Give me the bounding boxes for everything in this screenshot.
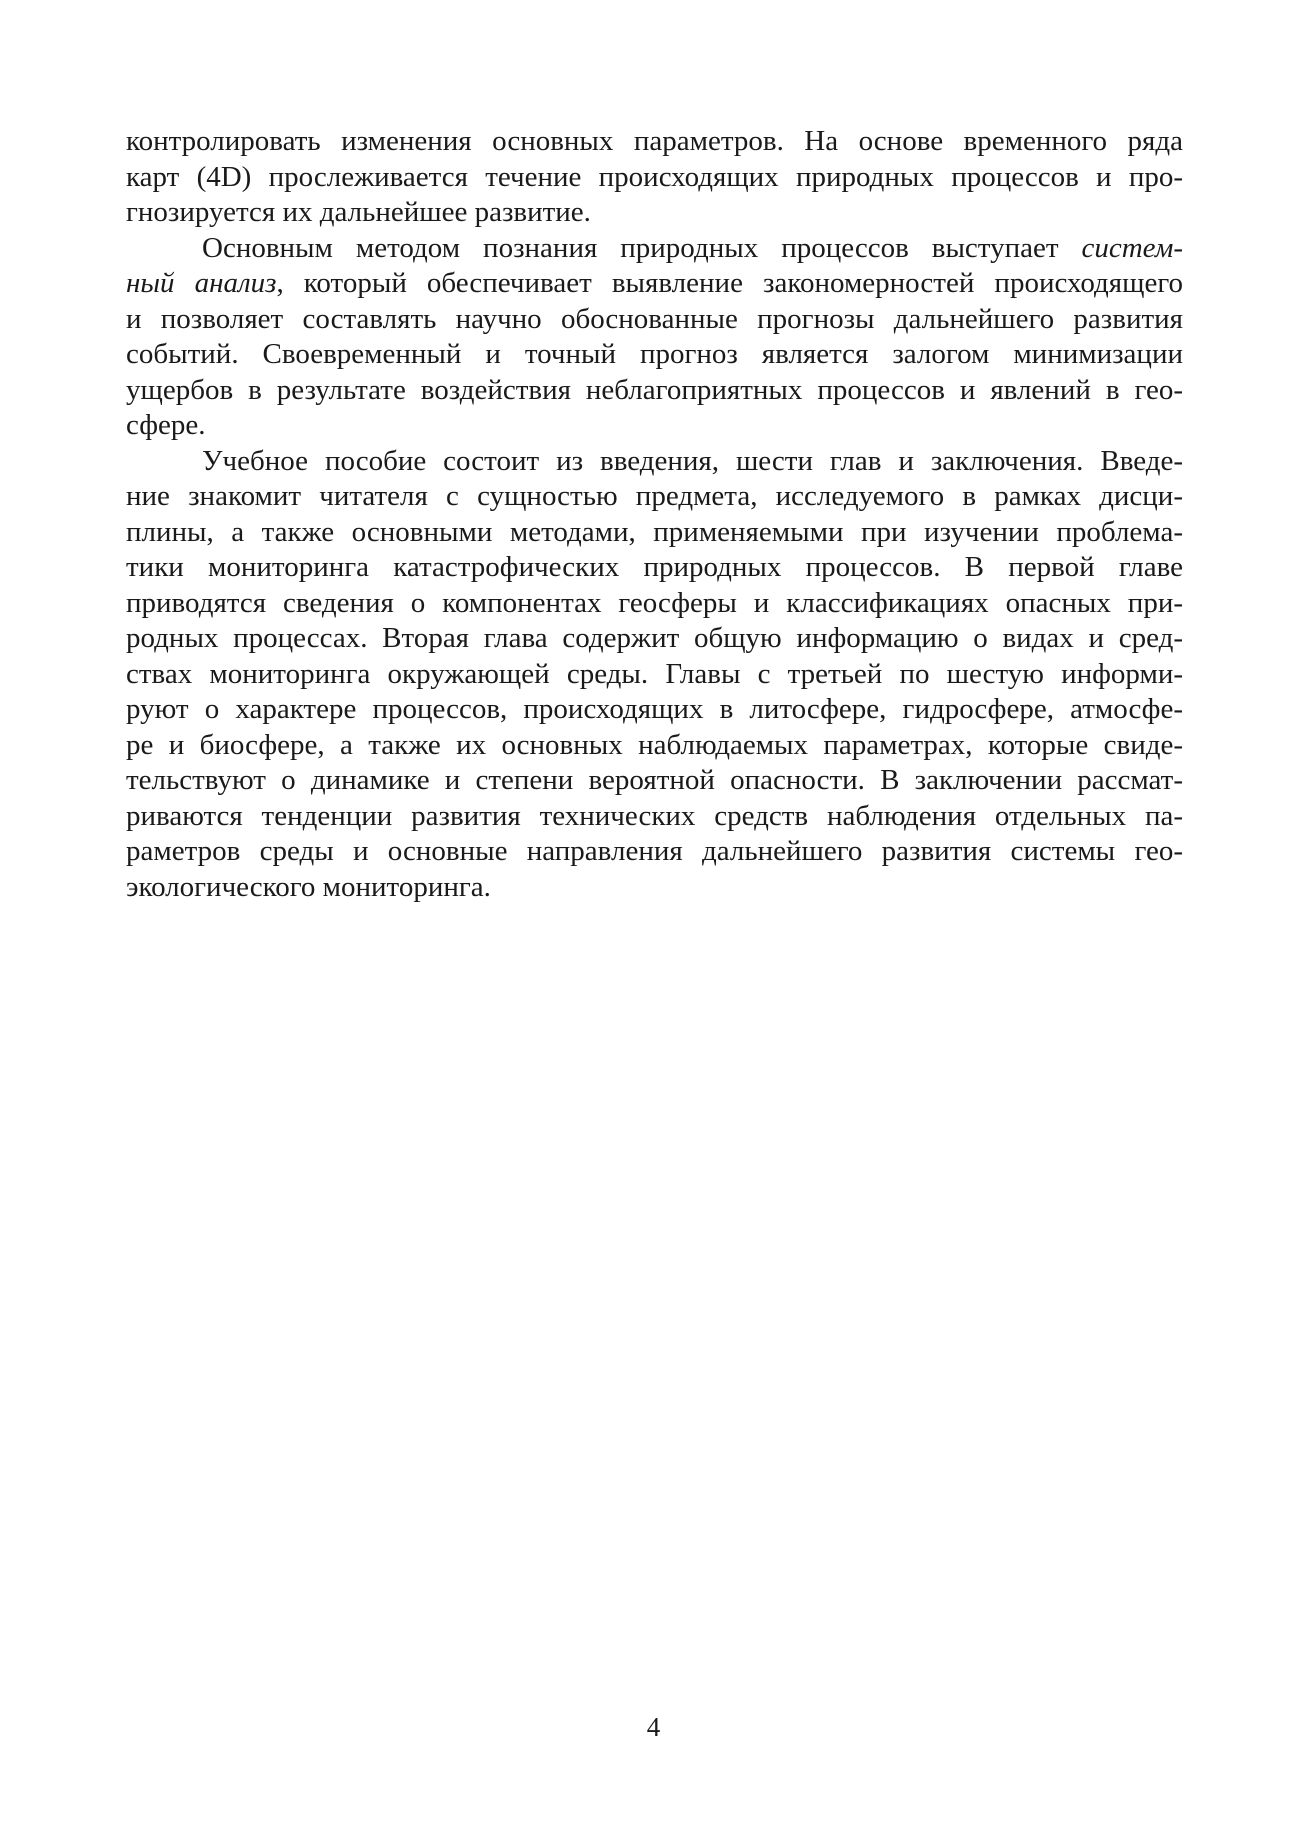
text-line xyxy=(126,515,1183,551)
text-segment: , который обеспечивает выявление закономерностей происходящего xyxy=(276,267,1183,299)
page-number: 4 xyxy=(646,1712,661,1742)
text-line xyxy=(126,231,1183,267)
text-line xyxy=(126,373,1183,409)
italic-term: систем- xyxy=(1081,231,1183,264)
paragraph xyxy=(126,444,1183,906)
text-line xyxy=(126,657,1183,693)
italic-term: ный анализ xyxy=(126,267,277,299)
paragraph xyxy=(126,231,1183,444)
text-segment: ствах мониторинга окружающей среды. Главы с третьей по шестую информи- xyxy=(126,657,1183,690)
text-line xyxy=(126,550,1183,586)
text-line xyxy=(126,479,1183,515)
text-line xyxy=(126,160,1183,196)
text-line xyxy=(126,692,1183,728)
text-segment: ущербов в результате воздействия неблагоприятных процессов и явлений в гео- xyxy=(126,373,1183,406)
text-segment: и позволяет составлять научно обоснованные прогнозы дальнейшего развития xyxy=(126,302,1183,335)
text-segment: раметров среды и основные направления дальнейшего развития системы гео- xyxy=(126,835,1183,867)
text-segment: плины, а также основными методами, применяемыми при изучении проблема- xyxy=(126,515,1183,548)
text-line xyxy=(126,834,1183,870)
text-line xyxy=(126,195,1183,231)
text-segment: событий. Своевременный и точный прогноз является залогом минимизации xyxy=(126,338,1183,370)
text-segment: Учебное пособие состоит из введения, шести глав и заключения. Введе- xyxy=(202,444,1183,477)
text-segment: карт (4D) прослеживается течение происходящих природных процессов и про- xyxy=(126,160,1183,193)
text-line xyxy=(126,763,1183,799)
text-line xyxy=(126,621,1183,657)
text-segment: родных процессах. Вторая глава содержит общую информацию о видах и сред- xyxy=(126,622,1183,654)
text-segment: Основным методом познания природных процессов выступает xyxy=(202,231,1082,264)
text-segment: риваются тенденции развития технических средств наблюдения отдельных па- xyxy=(126,799,1183,832)
text-segment: ре и биосфере, а также их основных наблюдаемых параметрах, которые свиде- xyxy=(126,728,1183,761)
text-segment: контролировать изменения основных параметров. На основе временного ряда xyxy=(126,125,1183,157)
text-segment: тельствуют о динамике и степени вероятной опасности. В заключении рассмат- xyxy=(126,764,1183,796)
text-line xyxy=(126,337,1183,373)
text-line xyxy=(126,444,1183,480)
text-line xyxy=(126,586,1183,622)
paragraph xyxy=(126,124,1183,231)
text-line xyxy=(126,266,1183,302)
body-text xyxy=(126,124,1183,905)
text-segment: экологического мониторинга. xyxy=(126,870,491,903)
text-segment: сфере. xyxy=(126,409,206,441)
text-line xyxy=(126,799,1183,835)
text-line xyxy=(126,728,1183,764)
text-line xyxy=(126,124,1183,160)
text-line xyxy=(126,870,1183,906)
text-segment: гнозируется их дальнейшее развитие. xyxy=(126,196,591,228)
text-line xyxy=(126,408,1183,444)
text-segment: приводятся сведения о компонентах геосферы и классификациях опасных при- xyxy=(126,586,1183,619)
text-segment: ние знакомит читателя с сущностью предмета, исследуемого в рамках дисци- xyxy=(126,480,1183,512)
text-segment: тики мониторинга катастрофических природных процессов. В первой главе xyxy=(126,551,1183,583)
text-line xyxy=(126,302,1183,338)
text-segment: руют о характере процессов, происходящих в литосфере, гидросфере, атмосфе- xyxy=(126,693,1183,725)
